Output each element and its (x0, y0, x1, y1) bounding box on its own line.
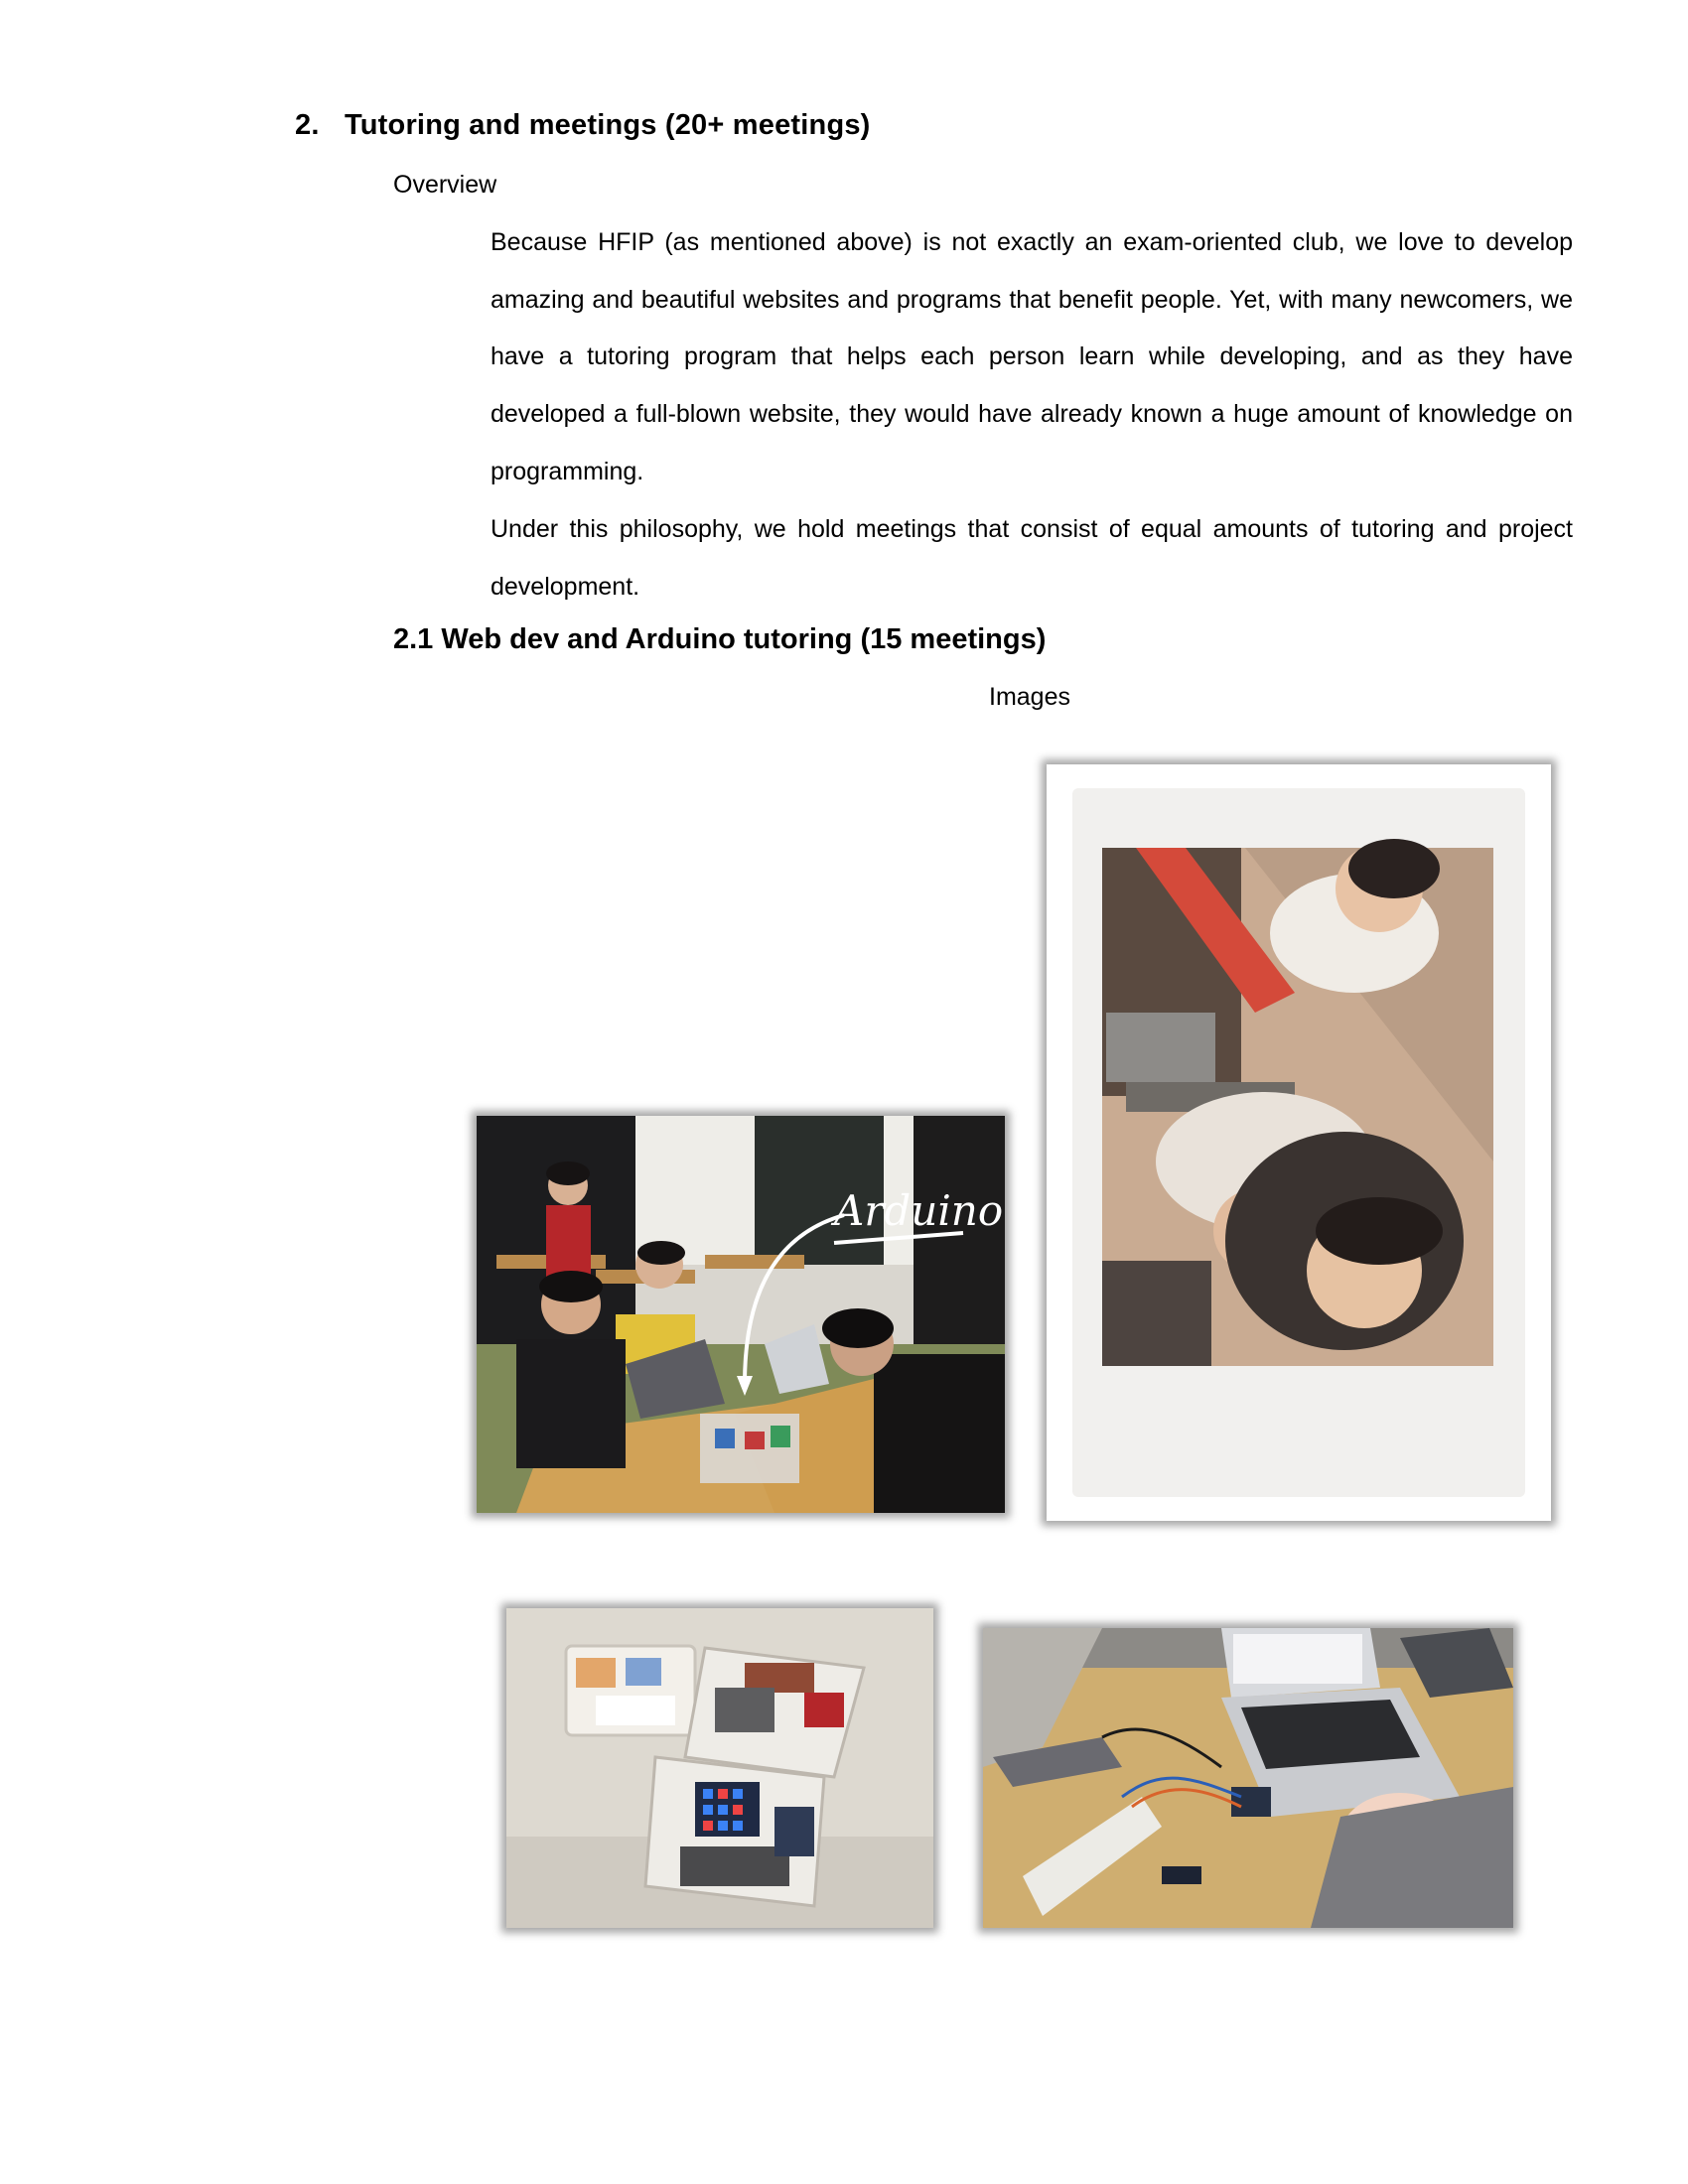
images-label: Images (989, 683, 1070, 711)
overview-label: Overview (393, 171, 497, 199)
laptop-breadboard-photo (983, 1628, 1513, 1928)
subsection-title: 2.1 Web dev and Arduino tutoring (15 meetings) (393, 623, 1047, 655)
classroom-annotation-text: Arduino (834, 1186, 1004, 1235)
classroom-photo-illustration (477, 1116, 1005, 1513)
polaroid-photo (1047, 764, 1551, 1521)
section-number: 2. (295, 109, 320, 141)
overview-paragraph-2: Under this philosophy, we hold meetings that consist of equal amounts of tutoring and project development. (491, 515, 1573, 601)
laptop-photo-illustration (983, 1628, 1513, 1928)
components-photo-illustration (506, 1608, 933, 1928)
classroom-arduino-photo (477, 1116, 1005, 1513)
overview-paragraph-1: Because HFIP (as mentioned above) is not exactly an exam-oriented club, we love to develop amazing and beautiful websites and programs that benefit people. Yet, with many newcomers, we have a tutoring program that helps each person learn while developing, and as they have developed a full-blown website, they would have already known a huge amount of knowledge on programming. (491, 228, 1573, 485)
section-title: Tutoring and meetings (20+ meetings) (345, 109, 871, 141)
section-heading (295, 109, 871, 142)
arduino-components-photo (506, 1608, 933, 1928)
polaroid-photo-illustration (1047, 764, 1551, 1521)
